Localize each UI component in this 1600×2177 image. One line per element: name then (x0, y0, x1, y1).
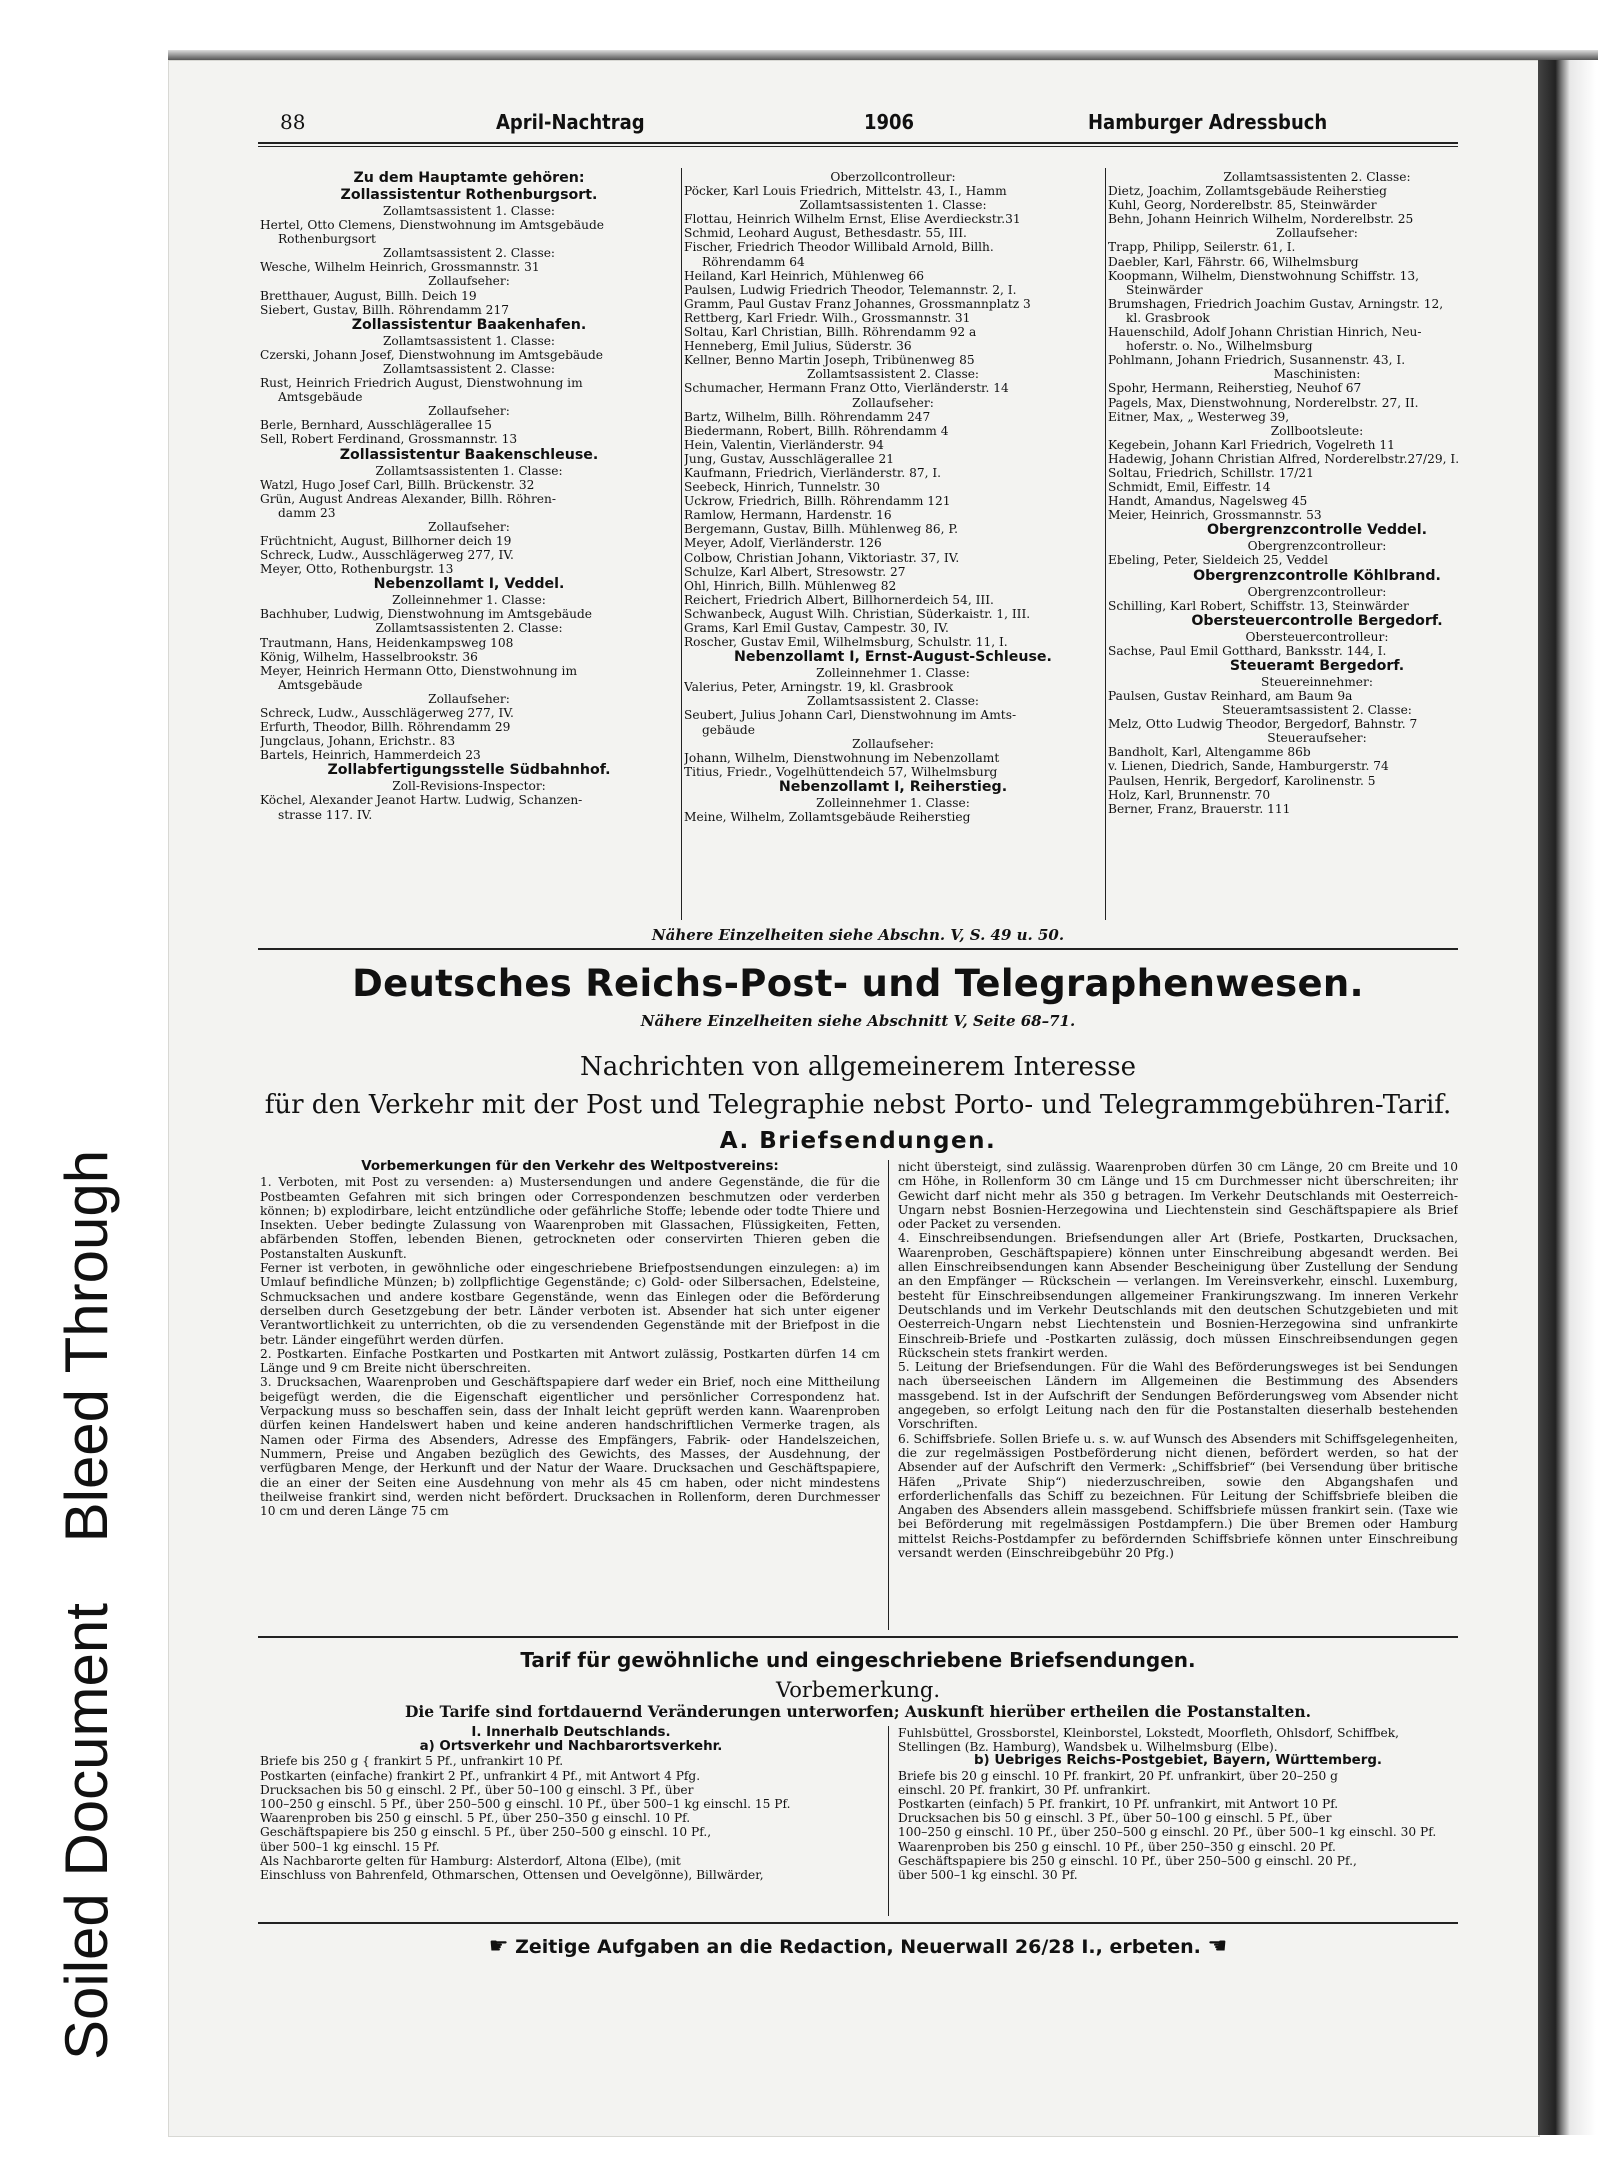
tarif-entry-line: Stellingen (Bz. Hamburg), Wandsbek u. Wilhelmsburg (Elbe). (898, 1740, 1278, 1755)
customs-entry-line: Jungclaus, Johann, Erichstr.. 83 (260, 734, 456, 749)
footer-notice (258, 1934, 1458, 1959)
customs-entry-line: Bretthauer, August, Billh. Deich 19 (260, 288, 477, 303)
customs-entry-line: Holz, Karl, Brunnenstr. 70 (1108, 787, 1271, 802)
customs-entry-line: Steuereinnehmer: (1261, 674, 1373, 689)
customs-entry-line: Oberzollcontrolleur: (830, 170, 956, 184)
customs-entry-line: Ebeling, Peter, Sieldeich 25, Veddel (1108, 553, 1328, 568)
tarif-entry-line: Drucksachen bis 50 g einschl. 3 Pf., über 50–100 g einschl. 5 Pf., über (898, 1811, 1332, 1826)
customs-entry-line: Rothenburgsort (278, 232, 376, 247)
customs-entry-line: Pöcker, Karl Louis Friedrich, Mittelstr. 43, I., Hamm (684, 184, 1007, 199)
briefe-paragraph: 1. Verboten, mit Post zu versenden: a) Mustersendungen und andere Gegenstände, die für die Postbeamten Gefahren mit sich bringen oder Correspondenzen beschmutzen oder verderben können; b) explodirbare, leicht entzündliche oder gefährliche Stoffe; lebende oder todte Thiere und Insekten. Ueber bedingte Zulassung von Waarenproben mit Glassachen, Flüssigkeiten, Fetten, abfärbenden Stoffen, lebenden Bienen, getrockneten oder conservirten Thieren geben die Postanstalten Auskunft. (260, 1175, 880, 1261)
customs-entry-line: Zollamtsassistent 2. Classe: (382, 246, 556, 261)
briefe-right-column (898, 1160, 1458, 1630)
customs-entry-heading: Nebenzollamt I, Reiherstieg. (778, 778, 1008, 795)
customs-entry-line: Wesche, Wilhelm Heinrich, Grossmannstr. 31 (260, 260, 540, 275)
customs-column-3 (1108, 170, 1526, 922)
tarif-note: Die Tarife sind fortdauernd Veränderungen unterworfen; Auskunft hierüber ertheilen die Postanstalten. (404, 1702, 1312, 1721)
customs-entry-line: Obergrenzcontrolleur: (1247, 539, 1387, 554)
tarif-entry-line: 100–250 g einschl. 10 Pf., über 250–500 g einschl. 20 Pf., über 500–1 kg einschl. 30 Pf. (898, 1825, 1437, 1840)
page-binding-edge (1538, 60, 1596, 2135)
column-divider (681, 168, 682, 920)
customs-entry-line: Steueraufseher: (1267, 731, 1367, 746)
customs-entry-line: Obergrenzcontrolleur: (1247, 584, 1387, 599)
customs-entry-line: Zollaufseher: (428, 519, 510, 534)
customs-entry-line: König, Wilhelm, Hasselbrookstr. 36 (260, 649, 478, 664)
customs-entry-heading: Zollassistentur Baakenhafen. (351, 316, 587, 333)
customs-entry-line: Grün, August Andreas Alexander, Billh. Röhren- (260, 491, 556, 506)
column-divider (888, 1160, 889, 1630)
tarif-entry-line: einschl. 20 Pf. frankirt, 30 Pf. unfrankirt. (898, 1782, 1151, 1797)
customs-entry-line: Dietz, Joachim, Zollamtsgebäude Reiherstieg (1108, 184, 1387, 199)
tarif-entry-line: Waarenproben bis 250 g einschl. 5 Pf., über 250–350 g einschl. 10 Pf. (260, 1811, 691, 1826)
tarif-entry-line: über 500–1 kg einschl. 30 Pf. (898, 1868, 1078, 1883)
header-rule-thin (258, 146, 1458, 147)
side-label (52, 1106, 121, 2060)
customs-entry-line: Berner, Franz, Brauerstr. 111 (1108, 801, 1291, 816)
tarif-entry-line: Geschäftspapiere bis 250 g einschl. 10 Pf., über 250–500 g einschl. 20 Pf., (898, 1853, 1357, 1868)
customs-entry-line: Soltau, Karl Christian, Billh. Röhrendamm 92 a (684, 325, 977, 340)
customs-entry-line: Zollaufseher: (428, 274, 510, 289)
customs-entry-line: Czerski, Johann Josef, Dienstwohnung im Amtsgebäude (260, 347, 604, 362)
customs-entry-line: Flottau, Heinrich Wilhelm Ernst, Elise Averdieckstr.31 (684, 212, 1021, 227)
tarif-entry-heading: a) Ortsverkehr und Nachbarortsverkehr. (419, 1740, 723, 1755)
customs-entry-line: Früchtnicht, August, Billhorner deich 19 (260, 533, 512, 548)
customs-entry-heading: Obergrenzcontrolle Veddel. (1206, 522, 1428, 539)
briefe-paragraph: 3. Drucksachen, Waarenproben und Geschäftspapiere darf weder ein Brief, noch eine Mittheilung beigefügt werden, die die Eigenschaft eigentlicher und persönlicher Correspondenz hat. Verpackung muss so beschaffen sein, dass der Inhalt leicht geprüft werden kann. Waarenproben dürfen keinen Handelswert haben und keine anderen handschriftlichen Vermerke tragen, als Namen oder Firma des Absenders, Adresse des Empfängers, Fabrik- oder Handelszeichen, Nummern, Preise und Angaben bezüglich des Gewichts, des Masses, der Ausdehnung, der verfügbaren Menge, der Herkunft und der Natur der Waare. Drucksachen und Geschäftspapiere, die an einer der Seiten eine Ausdehnung von mehr als 45 cm haben, oder nicht mindestens theilweise frankirt sind, werden nicht befördert. Drucksachen in Rollenform, deren Durchmesser 10 cm und deren Länge 75 cm (260, 1375, 880, 1519)
customs-entry-line: Zollaufseher: (852, 736, 934, 751)
customs-entry-line: Bartels, Heinrich, Hammerdeich 23 (260, 748, 481, 763)
customs-entry-line: Kaufmann, Friedrich, Vierländerstr. 87, I. (684, 465, 942, 480)
footer-rule (258, 1922, 1458, 1924)
header-left-title: April-Nachtrag (496, 110, 645, 134)
customs-entry-line: Berle, Bernhard, Ausschlägerallee 15 (260, 418, 492, 433)
customs-entry-line: Kegebein, Johann Karl Friedrich, Vogelreth 11 (1108, 437, 1395, 452)
customs-entry-line: Schmid, Leohard August, Bethesdastr. 55, III. (684, 226, 967, 241)
briefe-paragraph: 5. Leitung der Briefsendungen. Für die Wahl des Beförderungsweges ist bei Sendungen nach überseeischen Ländern im Allgemeinen die Bestimmung des Absenders massgebend. Ist in der Aufschrift der Sendungen Beförderungsweg vom Absender nicht angegeben, so erfolgt Leitung nach den für die Postanstalten dieserhalb bestehenden Vorschriften. (898, 1360, 1458, 1432)
tarif-entry-line: Als Nachbarorte gelten für Hamburg: Alsterdorf, Altona (Elbe), (mit (260, 1853, 681, 1868)
briefe-paragraph: 4. Einschreibsendungen. Briefsendungen aller Art (Briefe, Postkarten, Drucksachen, Waarenproben, Geschäftspapiere) können unter Einschreibung abgesandt werden. Bei allen Einschreibsendungen kann Absender Bescheinigung über Zustellung der Sendung an den Empfänger — Rückschein — verlangen. Im Vereinsverkehr, einschl. Luxemburg, besteht für Einschreibsendungen allgemeiner Frankirungszwang. Im inneren Verkehr Deutschlands und im Verkehr Deutschlands mit den deutschen Schutzgebieten und mit Oesterreich-Ungarn nebst Liechtenstein und Bosnien-Herzegowina sind unfrankirte Einschreib-Briefe und -Postkarten zulässig, doch müssen Einschreibsendungen gegen Rückschein stets frankirt werden. (898, 1231, 1458, 1360)
tarif-title: Tarif für gewöhnliche und eingeschriebene Briefsendungen. (520, 1648, 1196, 1672)
customs-entry-line: strasse 117. IV. (278, 807, 373, 822)
customs-entry-line: Ohl, Hinrich, Billh. Mühlenweg 82 (684, 578, 897, 593)
customs-entry-line: Steinwärder (1126, 282, 1203, 297)
tarif-entry-heading: I. Innerhalb Deutschlands. (471, 1726, 671, 1740)
customs-entry-line: Sell, Robert Ferdinand, Grossmannstr. 13 (260, 432, 518, 447)
customs-entry-line: Köchel, Alexander Jeanot Hartw. Ludwig, Schanzen- (260, 793, 583, 808)
customs-entry-line: Maschinisten: (1273, 367, 1361, 382)
customs-entry-line: Behn, Johann Heinrich Wilhelm, Norderelbstr. 25 (1108, 212, 1414, 227)
tarif-entry-heading: b) Uebriges Reichs-Postgebiet, Bayern, Württemberg. (973, 1754, 1383, 1769)
customs-entry-line: damm 23 (278, 505, 336, 520)
customs-entry-line: Erfurth, Theodor, Billh. Röhrendamm 29 (260, 720, 511, 735)
customs-entry-line: Grams, Karl Emil Gustav, Campestr. 30, IV. (684, 621, 949, 635)
customs-entry-line: Paulsen, Gustav Reinhard, am Baum 9a (1108, 689, 1353, 703)
customs-entry-line: Paulsen, Henrik, Bergedorf, Karolinenstr. 5 (1108, 773, 1376, 788)
customs-entry-line: hoferstr. o. No., Wilhelmsburg (1126, 339, 1313, 354)
customs-entry-line: Siebert, Gustav, Billh. Röhrendamm 217 (260, 302, 509, 317)
customs-entry-line: Zollamtsassistent 1. Classe: (382, 204, 556, 218)
customs-entry-line: Schulze, Karl Albert, Stresowstr. 27 (684, 564, 906, 579)
section-a-heading: A. Briefsendungen. (719, 1128, 997, 1154)
customs-entry-line: Spohr, Hermann, Reiherstieg, Neuhof 67 (1108, 381, 1362, 396)
customs-entry-line: Bergemann, Gustav, Billh. Mühlenweg 86, P. (684, 522, 959, 537)
customs-entry-line: Watzl, Hugo Josef Carl, Billh. Brückenstr. 32 (260, 477, 535, 492)
customs-entry-line: Sachse, Paul Emil Gotthard, Banksstr. 144, I. (1108, 643, 1387, 658)
main-title: Deutsches Reichs-Post- und Telegraphenwesen. (352, 962, 1364, 1005)
customs-entry-line: kl. Grasbrook (1126, 310, 1210, 325)
customs-entry-heading: Obergrenzcontrolle Köhlbrand. (1193, 567, 1441, 584)
side-label-soiled: Soiled Document (53, 1603, 120, 2060)
customs-entry-line: Valerius, Peter, Arningstr. 19, kl. Grasbrook (684, 680, 954, 695)
customs-entry-line: Reichert, Friedrich Albert, Billhornerdeich 54, III. (684, 592, 994, 607)
pointing-hand-right-icon: ☛ (488, 1934, 509, 1959)
customs-entry-line: Titius, Friedr., Vogelhüttendeich 57, Wilhelmsburg (684, 764, 998, 779)
customs-entry-line: Schwanbeck, August Wilh. Christian, Süderkaistr. 1, III. (684, 606, 1031, 621)
customs-entry-heading: Zu dem Hauptamte gehören: (353, 170, 585, 186)
page-top-edge (168, 50, 1598, 60)
customs-entry-line: Schreck, Ludw., Ausschlägerweg 277, IV. (260, 706, 514, 720)
briefe-paragraph: Ferner ist verboten, in gewöhnliche oder eingeschriebene Briefpostsendungen einzulegen: a) im Umlauf befindliche Münzen; b) zollpflichtige Gegenstände; c) Gold- oder Silbersachen, Edelsteine, Schmucksachen und andere kostbare Gegenstände, wenn das Einlegen oder die Beförderung derselben durch Gesetzgebung der betr. Länder verboten ist. Absender hat sich unter eigener Verantwortlichkeit zu unterrichten, ob die zu versendenden Gegenstände mit der Briefpost in die betr. Länder eingeführt werden dürfen. (260, 1261, 880, 1347)
footer-text: Zeitige Aufgaben an die Redaction, Neuerwall 26/28 I., erbeten. (515, 1936, 1201, 1958)
customs-column-2 (684, 170, 1102, 922)
title-subnote: Nähere Einzelheiten siehe Abschnitt V, Seite 68–71. (640, 1012, 1076, 1030)
customs-entry-heading: Obersteuercontrolle Bergedorf. (1191, 612, 1443, 629)
pointing-hand-left-icon: ☚ (1207, 1934, 1228, 1959)
customs-entry-line: Zolleinnehmer 1. Classe: (816, 795, 970, 810)
customs-entry-line: Zollaufseher: (428, 404, 510, 419)
tarif-entry-line: Fuhlsbüttel, Grossborstel, Kleinborstel, Lokstedt, Moorfleth, Ohlsdorf, Schiffbek, (898, 1726, 1400, 1740)
customs-column-1 (260, 170, 678, 922)
customs-entry-line: Zolleinnehmer 1. Classe: (816, 666, 970, 681)
briefe-left-column (260, 1160, 880, 1630)
customs-entry-line: Zollamtsassistenten 1. Classe: (799, 198, 987, 213)
customs-entry-line: Zollaufseher: (1276, 226, 1358, 241)
tarif-entry-line: Postkarten (einfache) frankirt 2 Pf., unfrankirt 4 Pf., mit Antwort 4 Pfg. (260, 1768, 701, 1783)
side-label-bleed: Bleed Through (53, 1149, 120, 1543)
customs-entry-line: Zollamtsassistent 2. Classe: (806, 694, 980, 709)
customs-entry-line: Paulsen, Ludwig Friedrich Theodor, Telemannstr. 2, I. (684, 282, 1017, 297)
header-right-title: Hamburger Adressbuch (1088, 110, 1328, 134)
customs-entry-line: Soltau, Friedrich, Schillstr. 17/21 (1108, 465, 1314, 480)
customs-entry-line: Zollamtsassistent 1. Classe: (382, 333, 556, 348)
customs-entry-line: Obersteuercontrolleur: (1245, 629, 1389, 644)
customs-entry-line: Steueramtsassistent 2. Classe: (1222, 703, 1412, 718)
tarif-right-column (898, 1726, 1458, 1916)
customs-entry-line: Meier, Heinrich, Grossmannstr. 53 (1108, 508, 1322, 523)
customs-entry-line: Meyer, Heinrich Hermann Otto, Dienstwohnung im (260, 663, 577, 678)
nachrichten-heading-2: für den Verkehr mit der Post und Telegraphie nebst Porto- und Telegrammgebühren-Tarif. (264, 1090, 1452, 1120)
customs-entry-line: Zollamtsassistent 2. Classe: (382, 361, 556, 376)
customs-entry-line: Rust, Heinrich Friedrich August, Dienstwohnung im (260, 376, 583, 391)
customs-entry-line: Meyer, Otto, Rothenburgstr. 13 (260, 562, 454, 577)
customs-entry-line: Colbow, Christian Johann, Viktoriastr. 37, IV. (684, 550, 960, 565)
customs-entry-line: Kuhl, Georg, Norderelbstr. 85, Steinwärder (1108, 198, 1377, 213)
customs-entry-line: Daebler, Karl, Fährstr. 66, Wilhelmsburg (1108, 254, 1359, 269)
customs-entry-line: Henneberg, Emil Julius, Süderstr. 36 (684, 339, 912, 354)
customs-entry-line: Koopmann, Wilhelm, Dienstwohnung Schiffstr. 13, (1108, 268, 1419, 283)
customs-entry-line: Zollamtsassistenten 2. Classe: (375, 621, 563, 636)
header-year: 1906 (864, 110, 915, 134)
customs-entry-line: Seebeck, Hinrich, Tunnelstr. 30 (684, 480, 880, 495)
customs-entry-line: Amtsgebäude (278, 390, 363, 405)
customs-entry-line: Schilling, Karl Robert, Schiffstr. 13, Steinwärder (1108, 598, 1409, 613)
customs-entry-line: Zollbootsleute: (1270, 423, 1364, 438)
section-rule (258, 1636, 1458, 1638)
customs-entry-line: Handt, Amandus, Nagelsweg 45 (1108, 494, 1308, 509)
column-divider (1105, 168, 1106, 920)
customs-entry-line: Röhrendamm 64 (702, 254, 805, 269)
tarif-entry-line: Drucksachen bis 50 g einschl. 2 Pf., über 50–100 g einschl. 3 Pf., über (260, 1782, 694, 1797)
customs-entry-line: Pagels, Max, Dienstwohnung, Norderelbstr. 27, II. (1108, 395, 1419, 410)
customs-entry-line: Bandholt, Karl, Altengamme 86b (1108, 745, 1311, 760)
customs-entry-line: Bartz, Wilhelm, Billh. Röhrendamm 247 (684, 409, 931, 424)
customs-entry-line: Zollamtsassistenten 2. Classe: (1223, 170, 1411, 184)
customs-entry-line: Hertel, Otto Clemens, Dienstwohnung im Amtsgebäude (260, 218, 604, 233)
tarif-entry-line: 100–250 g einschl. 5 Pf., über 250–500 g einschl. 10 Pf., über 500–1 kg einschl. 15 Pf. (260, 1797, 791, 1812)
customs-entry-line: Zollamtsassistent 2. Classe: (806, 367, 980, 382)
customs-entry-line: Pohlmann, Johann Friedrich, Susannenstr. 43, I. (1108, 353, 1406, 368)
section-rule (258, 948, 1458, 950)
customs-entry-line: Schreck, Ludw., Ausschlägerweg 277, IV. (260, 548, 514, 563)
customs-entry-line: Fischer, Friedrich Theodor Willibald Arnold, Billh. (684, 240, 994, 255)
customs-entry-line: v. Lienen, Diedrich, Sande, Hamburgerstr. 74 (1108, 759, 1389, 774)
vorbemerkungen-heading: Vorbemerkungen für den Verkehr des Weltpostvereins: (361, 1160, 779, 1174)
customs-entry-line: Zolleinnehmer 1. Classe: (392, 593, 546, 608)
customs-entry-line: Rettberg, Karl Friedr. Wilh., Grossmannstr. 31 (684, 310, 971, 325)
briefe-paragraph: 6. Schiffsbriefe. Sollen Briefe u. s. w. auf Wunsch des Absenders mit Schiffsgelegenheiten, die zur regelmässigen Postbeförderung nicht dienen, befördert werden, so hat der Absender auf der Aufschrift den Vermerk: „Schiffsbrief“ (bei Versendung über britische Häfen „Private Ship“) niederzuschreiben, sowie den Abgangshafen und erforderlichenfalls das Schiff zu bezeichnen. Für Leitung der Schiffsbriefe bleiben die Angaben des Absenders allein massgebend. Schiffsbriefe müssen frankirt sein. (Taxe wie bei Beförderung mit regelmässigen Postdampfern.) Die über Bremen oder Hamburg mittelst Reichs-Postdampfer zu befördernden Schiffsbriefe können unter Einschreibung versandt werden (Einschreibgebühr 20 Pfg.) (898, 1431, 1458, 1561)
customs-entry-line: Melz, Otto Ludwig Theodor, Bergedorf, Bahnstr. 7 (1108, 717, 1418, 732)
customs-entry-line: Roscher, Gustav Emil, Wilhelmsburg, Schulstr. 11, I. (684, 635, 1008, 650)
tarif-entry-line: Postkarten (einfach) 5 Pf. frankirt, 10 Pf. unfrankirt, mit Antwort 10 Pf. (898, 1797, 1339, 1812)
briefe-paragraph: nicht übersteigt, sind zulässig. Waarenproben dürfen 30 cm Länge, 20 cm Breite und 10 cm Höhe, in Rollenform 30 cm Länge und 15 cm Durchmesser nicht überschreiten; ihr Gewicht darf nicht mehr als 350 g betragen. Im Verkehr Deutschlands mit Oesterreich-Ungarn nebst Bosnien-Herzegowina und Liechtenstein sind Geschäftspapiere als Brief oder Packet zu versenden. (898, 1160, 1458, 1232)
customs-entry-line: Meine, Wilhelm, Zollamtsgebäude Reiherstieg (684, 810, 971, 825)
customs-entry-heading: Zollabfertigungsstelle Südbahnhof. (327, 762, 611, 779)
tarif-entry-line: Briefe bis 20 g einschl. 10 Pf. frankirt, 20 Pf. unfrankirt, über 20–250 g (898, 1768, 1338, 1783)
customs-entry-heading: Nebenzollamt I, Ernst-August-Schleuse. (734, 649, 1052, 666)
tarif-vorbemerkung: Vorbemerkung. (775, 1678, 941, 1702)
customs-entry-line: Brumshagen, Friedrich Joachim Gustav, Arningstr. 12, (1108, 296, 1444, 311)
page-header (258, 106, 1458, 142)
tarif-left-column (260, 1726, 882, 1916)
customs-entry-line: Johann, Wilhelm, Dienstwohnung im Nebenzollamt (684, 750, 1000, 765)
customs-entry-line: Jung, Gustav, Ausschlägerallee 21 (684, 451, 895, 466)
tarif-entry-line: über 500–1 kg einschl. 15 Pf. (260, 1839, 440, 1854)
tarif-entry-line: Einschluss von Bahrenfeld, Othmarschen, Ottensen und Oevelgönne), Billwärder, (260, 1868, 764, 1883)
customs-entry-line: Ramlow, Hermann, Hardenstr. 16 (684, 508, 892, 523)
customs-entry-line: Zollaufseher: (852, 395, 934, 410)
column-divider (888, 1726, 889, 1916)
customs-entry-line: Hauenschild, Adolf Johann Christian Hinrich, Neu- (1108, 325, 1422, 340)
customs-entry-line: Zoll-Revisions-Inspector: (392, 779, 546, 794)
header-rule (258, 142, 1458, 144)
customs-entry-line: Eitner, Max, „ Westerweg 39, (1108, 409, 1290, 424)
customs-entry-line: Gramm, Paul Gustav Franz Johannes, Grossmannplatz 3 (684, 296, 1031, 311)
details-note: Nähere Einzelheiten siehe Abschn. V, S. 49 u. 50. (651, 926, 1065, 944)
customs-entry-line: Trapp, Philipp, Seilerstr. 61, I. (1108, 240, 1296, 255)
customs-entry-line: Biedermann, Robert, Billh. Röhrendamm 4 (684, 423, 949, 438)
customs-entry-line: Seubert, Julius Johann Carl, Dienstwohnung im Amts- (684, 708, 1017, 723)
briefe-paragraph: 2. Postkarten. Einfache Postkarten und Postkarten mit Antwort zulässig, Postkarten dürfen 14 cm Länge und 9 cm Breite nicht überschreiten. (260, 1346, 880, 1376)
customs-entry-heading: Steueramt Bergedorf. (1229, 657, 1405, 674)
customs-entry-line: Uckrow, Friedrich, Billh. Röhrendamm 121 (684, 494, 951, 509)
customs-entry-line: Bachhuber, Ludwig, Dienstwohnung im Amtsgebäude (260, 607, 592, 622)
customs-entry-line: Hadewig, Johann Christian Alfred, Norderelbstr.27/29, I. (1108, 451, 1460, 466)
customs-entry-line: Meyer, Adolf, Vierländerstr. 126 (684, 536, 882, 551)
nachrichten-heading-1: Nachrichten von allgemeinerem Interesse (580, 1052, 1136, 1082)
tarif-entry-line: Waarenproben bis 250 g einschl. 10 Pf., über 250–350 g einschl. 20 Pf. (898, 1839, 1336, 1854)
customs-entry-line: Zollaufseher: (428, 691, 510, 706)
customs-entry-heading: Zollassistentur Baakenschleuse. (339, 446, 599, 463)
customs-entry-line: Amtsgebäude (278, 677, 363, 692)
customs-entry-line: Schumacher, Hermann Franz Otto, Vierländerstr. 14 (684, 381, 1009, 396)
customs-entry-line: Schmidt, Emil, Eiffestr. 14 (1108, 480, 1271, 495)
customs-entry-line: Hein, Valentin, Vierländerstr. 94 (684, 437, 884, 452)
customs-entry-line: Heiland, Karl Heinrich, Mühlenweg 66 (684, 268, 924, 283)
tarif-entry-line: Briefe bis 250 g { frankirt 5 Pf., unfrankirt 10 Pf. (260, 1754, 564, 1769)
customs-entry-line: Kellner, Benno Martin Joseph, Tribünenweg 85 (684, 353, 975, 368)
customs-entry-line: Zollamtsassistenten 1. Classe: (375, 463, 563, 478)
tarif-entry-line: Geschäftspapiere bis 250 g einschl. 5 Pf., über 250–500 g einschl. 10 Pf., (260, 1825, 712, 1840)
customs-entry-heading: Zollassistentur Rothenburgsort. (340, 187, 598, 203)
customs-entry-heading: Nebenzollamt I, Veddel. (373, 576, 565, 593)
customs-entry-line: gebäude (702, 722, 755, 737)
page-number: 88 (280, 110, 306, 134)
customs-entry-line: Trautmann, Hans, Heidenkampsweg 108 (260, 635, 514, 650)
